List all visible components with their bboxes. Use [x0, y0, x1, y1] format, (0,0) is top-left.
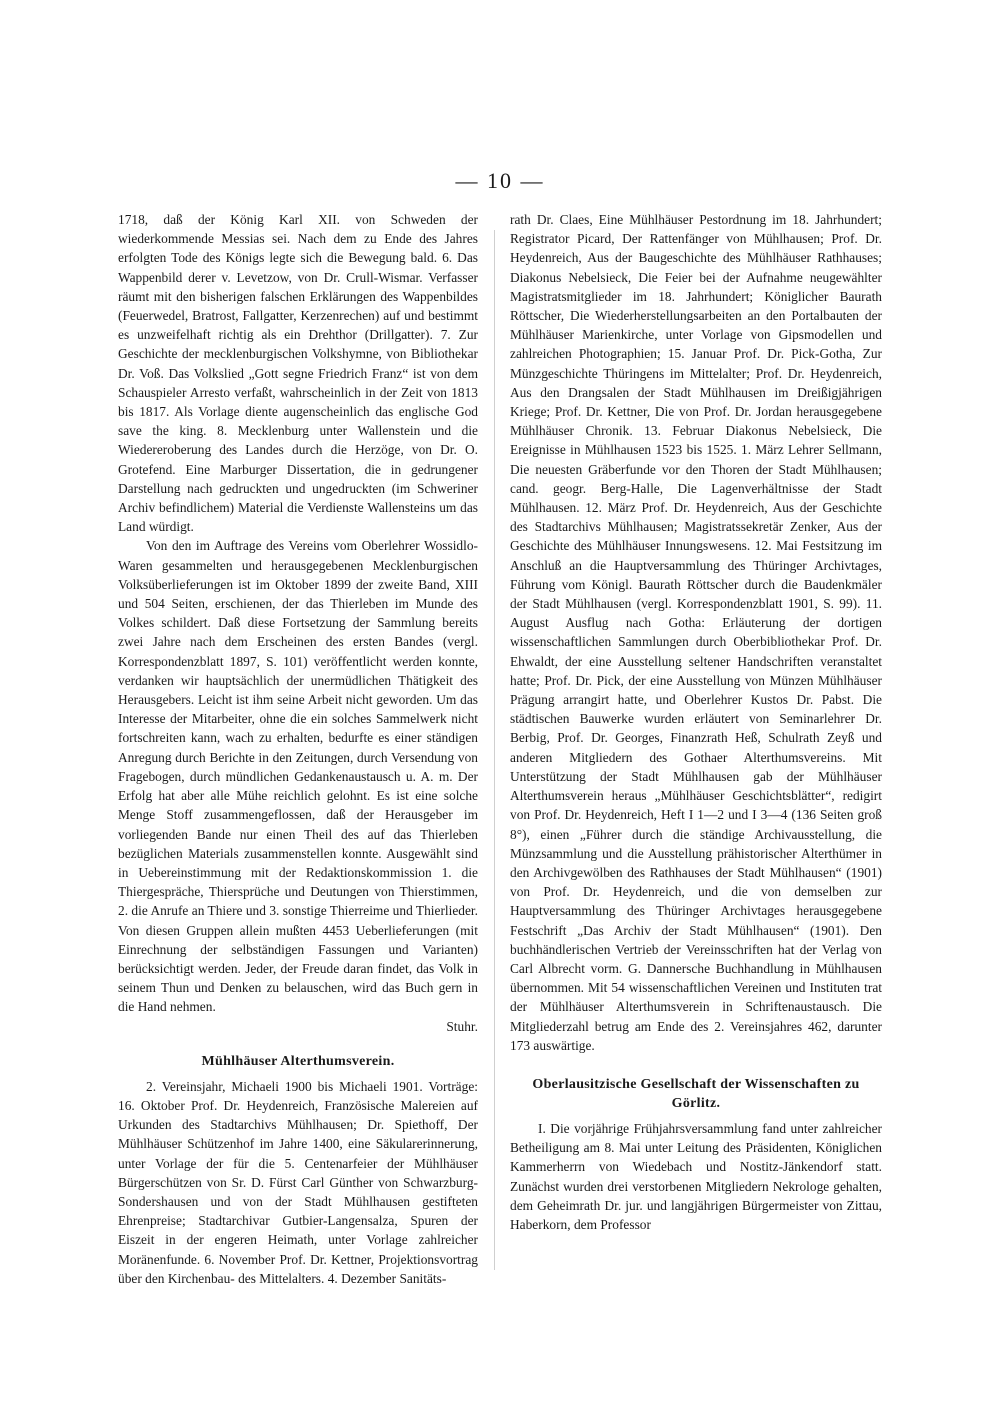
page-number: — 10 —	[455, 168, 545, 193]
left-paragraph-2: Von den im Auftrage des Vereins vom Oberlehrer Wossidlo-Waren gesammelten und herausgegebenen Mecklenburgischen Volksüberlieferungen ist im Oktober 1899 der zweite Band, XIII und 504 Seiten, erschienen, der das Thierleben im Munde des Volkes schildert. Daß diese Fortsetzung der Sammlung bereits zwei Jahre nach dem Erscheinen des ersten Bandes (vergl. Korrespondenzblatt 1897, S. 101) veröffentlicht werden konnte, verdanken wir hauptsächlich der unermüdlichen Thätigkeit des Herausgebers. Leicht ist ihm seine Arbeit nicht geworden. Um das Interesse der Mitarbeiter, ohne die ein solches Sammelwerk nicht fortschreiten kann, wach zu erhalten, bedurfte es einer ständigen Anregung durch Berichte in den Zeitungen, durch Versendung von Fragebogen, durch mündlichen Gedankenaustausch u. A. m. Der Erfolg hat aber alle Mühe reichlich gelohnt. Es ist eine solche Menge Stoff zusammengeflossen, daß der Herausgeber im vorliegenden Bande nur einen Theil des auf das Thierleben bezüglichen Materials zusammenstellen konnte. Ausgewählt sind in Uebereinstimmung mit der Redaktionskommission 1. die Thiergespräche, Thiersprüche und Deutungen von Thierstimmen, 2. die Anrufe an Thiere und 3. sonstige Thierreime und Thierlieder. Von diesen Gruppen allein mußten 4453 Ueberlieferungen (mit Einrechnung der selbständigen Fassungen und Varianten) berücksichtigt werden. Jeder, der Freude daran findet, das Volk in seinem Thun und Denken zu belauschen, wird das Buch gern in die Hand nehmen.	[118, 538, 478, 1015]
column-divider	[494, 230, 495, 1270]
author-signature: Stuhr.	[446, 1018, 478, 1034]
left-column	[118, 210, 478, 1370]
section-heading-goerlitz: Oberlausitzische Gesellschaft der Wissenschaften zu Görlitz.	[532, 1076, 860, 1111]
right-paragraph-1: rath Dr. Claes, Eine Mühlhäuser Pestordnung im 18. Jahrhundert; Registrator Picard, Der Rattenfänger von Mühlhausen; Prof. Dr. Heydenreich, Aus der Baugeschichte des Mühlhäuser Rathhauses; Diakonus Nebelsieck, Die Feier bei der Aufnahme neugewählter Magistratsmitglieder im 18. Jahrhundert; Königlicher Baurath Röttscher, Die Wiederherstellungsarbeiten an den Portalbauten der Mühlhäuser Marienkirche, unter Vorlage von Gipsmodellen und zahlreichen Photographien; 15. Januar Prof. Dr. Pick-Gotha, Zur Münzgeschichte Thüringens im Mittelalter; Prof. Dr. Heydenreich, Aus den Drangsalen der Stadt Mühlhausen im Dreißigjährigen Kriege; Prof. Dr. Kettner, Die von Prof. Dr. Jordan herausgegebene Mühlhäuser Chronik. 13. Februar Diakonus Nebelsieck, Die Ereignisse in Mühlhausen 1523 bis 1525. 1. März Lehrer Sellmann, Die neuesten Gräberfunde vor den Thoren der Stadt Mühlhausen; cand. geogr. Berg-Halle, Die Lagenverhältnisse der Stadt Mühlhausen. 12. März Prof. Dr. Heydenreich, Aus der Geschichte des Stadtarchivs Mühlhausen; Magistratssekretär Zenker, Aus der Geschichte des Mühlhäuser Innungswesens. 12. Mai Festsitzung im Anschluß an die Hauptversammlung des Thüringer Archivtages, Führung vom Königl. Baurath Röttscher durch die Baudenkmäler der Stadt Mühlhausen (vergl. Korrespondenzblatt 1901, S. 99). 11. August Ausflug nach Gotha: Erläuterung der dortigen wissenschaftlichen Sammlungen durch Oberbibliothekar Prof. Dr. Ehwaldt, der eine Ausstellung seltener Handschriften veranstaltet hatte; Prof. Dr. Pick, der eine Ausstellung von Münzen Mühlhäuser Prägung arrangirt hatte, und Oberlehrer Kustos Dr. Pabst. Die städtischen Bauwerke wurden erläutert von Seminarlehrer Dr. Berbig, Prof. Dr. Georges, Finanzrath Heß, Schulrath Zeyß und anderen Mitgliedern des Gothaer Alterthumsvereins. Mit Unterstützung der Stadt Mühlhausen gab der Mühlhäuser Alterthumsverein heraus „Mühlhäuser Geschichtsblätter“, redigirt von Prof. Dr. Heydenreich, Heft I 1—2 und I 3—4 (136 Seiten groß 8°), einen „Führer durch die ständige Archivausstellung, die Münzsammlung und die Ausstellung prähistorischer Alterthümer in den Archivgewölben des Rathhauses der Stadt Mühlhausen“ (1901) von Prof. Dr. Heydenreich, und die von demselben zur Hauptversammlung des Thüringer Archivtages herausgegebene Festschrift „Das Archiv der Stadt Mühlhausen“ (1901). Den buchhändlerischen Vertrieb der Vereinsschriften hat der Verlag von Carl Albrecht vorm. G. Dannersche Buchhandlung in Mühlhausen übernommen. Mit 54 wissenschaftlichen Vereinen und Instituten trat der Mühlhäuser Alterthumsverein in Schriftenaustausch. Die Mitgliederzahl betrug am Ende des 2. Vereinsjahres 462, darunter 173 auswärtige.	[510, 212, 882, 1053]
right-column	[510, 210, 882, 1370]
section-heading-muehlhausen: Mühlhäuser Alterthumsverein.	[201, 1053, 395, 1069]
left-paragraph-3: 2. Vereinsjahr, Michaeli 1900 bis Michaeli 1901. Vorträge: 16. Oktober Prof. Dr. Heydenreich, Französische Malereien auf Urkunden des Stadtarchivs Mühlhausen; Dr. Spiethoff, Der Mühlhäuser Schützenhof im Jahre 1400, eine Säkularerinnerung, unter Vorlage der für die 5. Centenarfeier der Mühlhäuser Bürgerschützen von Sr. D. Fürst Carl Günther von Schwarzburg-Sondershausen und von der Stadt Mühlhausen gestifteten Ehrenpreise; Stadtarchivar Gutbier-Langensalza, Spuren der Eiszeit in der engeren Heimath, unter Vorlage zahlreicher Moränenfunde. 6. November Prof. Dr. Kettner, Projektionsvortrag über den Kirchenbau- des Mittelalters. 4. Dezember Sanitäts-	[118, 1078, 478, 1286]
left-paragraph-1: 1718, daß der König Karl XII. von Schweden der wiederkommende Messias sei. Nach dem zu Ende des Jahres erfolgten Tode des Königs legte sich die Bewegung bald. 6. Das Wappenbild derer v. Levetzow, von Dr. Crull-Wismar. Verfasser räumt mit den bisherigen falschen Erklärungen des Wappenbildes (Feuerwedel, Bratrost, Fallgatter, Kerzenrechen) auf und bestimmt es unzweifelhaft richtig als ein Drehthor (Drillgatter). 7. Zur Geschichte der mecklenburgischen Volkshymne, von Bibliothekar Dr. Voß. Das Volkslied „Gott segne Friedrich Franz“ ist von dem Schauspieler Arresto verfaßt, wahrscheinlich in der Zeit von 1813 bis 1817. Als Vorlage diente augenscheinlich das englische God save the king. 8. Mecklenburg unter Wallenstein und die Wiedereroberung des Landes durch die Herzöge, von Dr. O. Grotefend. Eine Marburger Dissertation, die in gedrungener Darstellung nach gedruckten und ungedruckten (im Schweriner Archiv befindlichem) Material die Verdienste Wallensteins um das Land würdigt.	[118, 212, 478, 535]
right-paragraph-2: I. Die vorjährige Frühjahrsversammlung fand unter zahlreicher Betheiligung am 8. Mai unter Leitung des Präsidenten, Königlichen Kammerherrn von Wiedebach und Nostitz-Jänkendorf statt. Zunächst wurden drei verstorbenen Mitgliedern Nekrologe gehalten, dem Geheimrath Dr. jur. und langjährigen Bürgermeister von Zittau, Haberkorn, dem Professor	[510, 1120, 882, 1232]
